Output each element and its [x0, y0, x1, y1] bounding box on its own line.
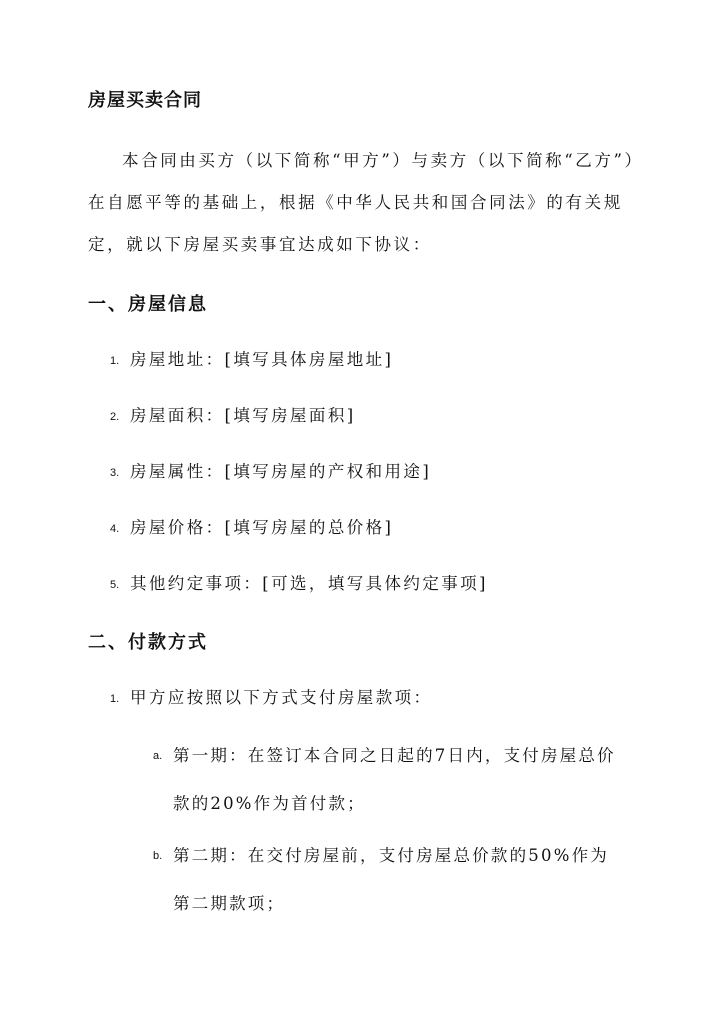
list-item: [110, 404, 630, 429]
section-heading-house-info: 一、房屋信息: [88, 294, 208, 315]
list-item: [110, 348, 630, 373]
sub-list-letter: b.: [153, 850, 163, 862]
intro-paragraph: 本合同由买方（以下简称“甲方”）与卖方（以下简称“乙方”）在自愿平等的基础上，根据《中华人民共和国合同法》的有关规定，就以下房屋买卖事宜达成如下协议：: [88, 151, 636, 254]
list-number: 5.: [110, 578, 120, 591]
list-number: 1.: [110, 354, 120, 367]
list-item: [110, 686, 630, 711]
section-heading-payment: 二、付款方式: [88, 632, 208, 653]
list-item-text: 甲方应按照以下方式支付房屋款项：: [130, 688, 433, 707]
sub-list-item-text: 第一期：在签订本合同之日起的7日内，支付房屋总价款的20%作为首付款；: [173, 746, 616, 813]
list-item: [110, 516, 630, 541]
sub-list-item-text: 第二期：在交付房屋前，支付房屋总价款的50%作为第二期款项；: [173, 846, 609, 913]
document-title: 房屋买卖合同: [88, 90, 202, 111]
list-item-text: 房屋地址：[填写具体房屋地址]: [130, 350, 394, 369]
sub-list-letter: a.: [153, 750, 163, 762]
sub-list-item: [153, 732, 633, 828]
list-item: [110, 572, 630, 597]
list-item-text: 房屋面积：[填写房屋面积]: [130, 406, 356, 425]
list-item-text: 其他约定事项：[可选，填写具体约定事项]: [130, 574, 488, 593]
sub-list-item: [153, 832, 633, 928]
list-number: 2.: [110, 410, 120, 423]
list-item-text: 房屋属性：[填写房屋的产权和用途]: [130, 462, 432, 481]
list-number: 3.: [110, 466, 120, 479]
list-number: 1.: [110, 692, 120, 705]
list-item: [110, 460, 630, 485]
list-item-text: 房屋价格：[填写房屋的总价格]: [130, 518, 394, 537]
list-number: 4.: [110, 522, 120, 535]
